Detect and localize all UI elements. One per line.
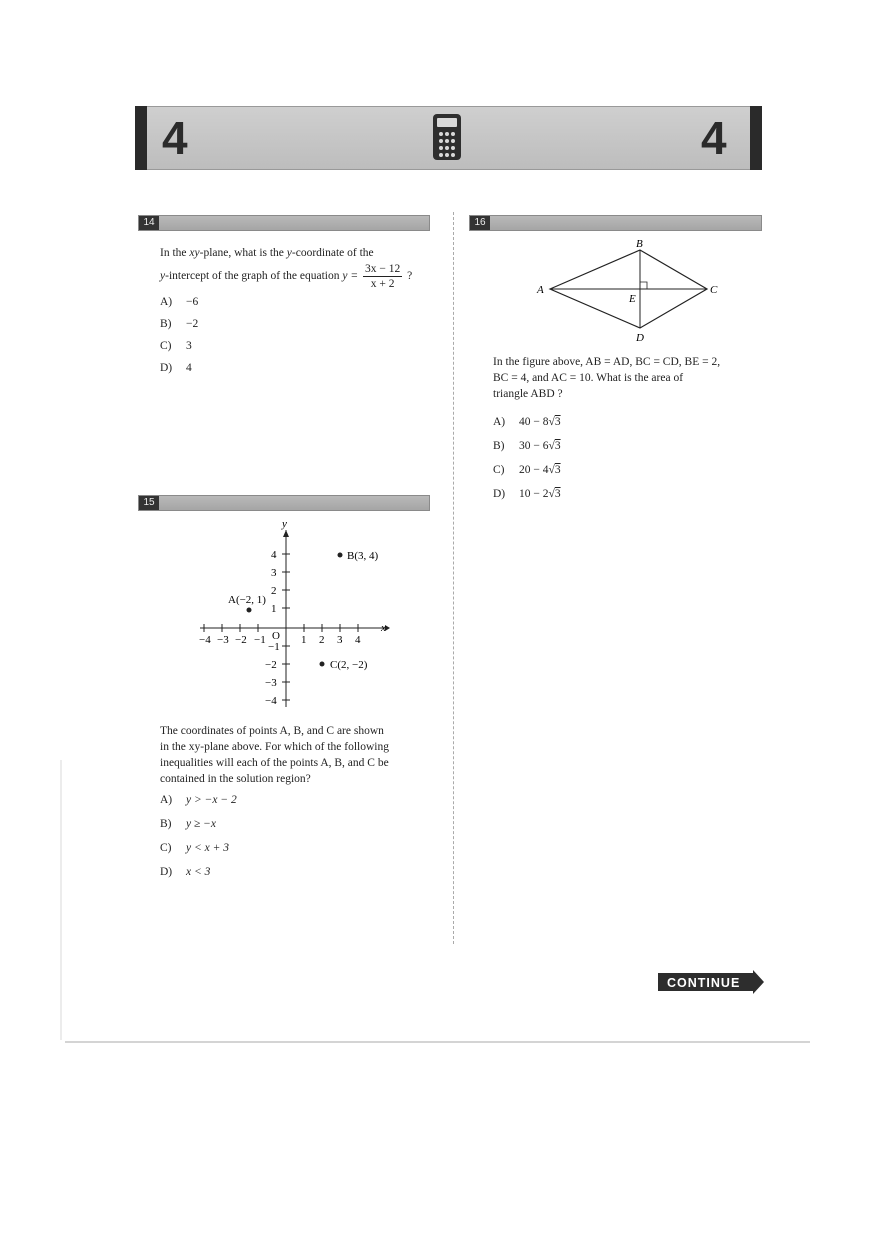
q15-coordinate-graph <box>190 515 400 715</box>
q16-choice-b[interactable]: B) 30 − 6√3 <box>493 440 561 452</box>
q14-choice-c[interactable]: C) 3 <box>160 340 192 352</box>
q15-x-tick: 4 <box>355 634 361 646</box>
q14-header-strip <box>138 215 430 231</box>
q15-x-tick: 1 <box>301 634 307 646</box>
q15-origin-label: O <box>272 630 280 642</box>
q15-point-b <box>338 553 343 558</box>
q15-x-tick: −1 <box>254 634 266 646</box>
header-right-edge <box>750 106 762 170</box>
q15-point-c-label: C(2, −2) <box>330 659 368 671</box>
continue-button[interactable] <box>657 970 765 996</box>
calculator-icon <box>432 113 462 161</box>
q16-choice-a[interactable]: A) 40 − 8√3 <box>493 416 561 428</box>
column-divider <box>453 212 454 944</box>
q15-x-tick: −2 <box>235 634 247 646</box>
section-number-left: 4 <box>162 112 188 164</box>
q15-y-tick: −4 <box>265 695 277 707</box>
page-bottom-line <box>65 1041 810 1043</box>
q14-equation-fraction: $\frac{3x - 12}{x + 2}$ <box>364 263 401 290</box>
q16-stem-line1: In the figure above, AB = AD, BC = CD, BE = 2, <box>493 356 721 368</box>
q16-label-c: C <box>710 284 718 296</box>
q15-number: 15 <box>139 496 159 510</box>
q15-y-tick: −3 <box>265 677 277 689</box>
q16-stem-line3: triangle ABD ? <box>493 388 563 400</box>
q16-rhombus-figure <box>530 235 730 345</box>
q15-y-tick: 2 <box>271 585 277 597</box>
q14-choice-d[interactable]: D) 4 <box>160 362 192 374</box>
q15-x-tick: 2 <box>319 634 325 646</box>
q15-y-tick: 3 <box>271 567 277 579</box>
q15-y-tick: 4 <box>271 549 277 561</box>
q15-header-strip <box>138 495 430 511</box>
q15-y-tick: −1 <box>268 641 280 653</box>
q15-choice-a[interactable]: A) y > −x − 2 <box>160 794 237 806</box>
q14-stem-line2: y-intercept of the graph of the equation y = $\frac{3x - 12}{x + 2}$ ? <box>160 263 413 290</box>
header-left-edge <box>135 106 147 170</box>
q15-x-tick: −3 <box>217 634 229 646</box>
q15-point-a <box>247 608 252 613</box>
q15-stem-line2: in the xy-plane above. For which of the following <box>160 741 389 753</box>
q15-y-tick: 1 <box>271 603 277 615</box>
q15-choice-c[interactable]: C) y < x + 3 <box>160 842 229 854</box>
q15-point-a-label: A(−2, 1) <box>228 594 266 606</box>
q15-choice-d[interactable]: D) x < 3 <box>160 866 211 878</box>
q15-stem <box>160 723 440 787</box>
q14-number: 14 <box>139 216 159 230</box>
q16-stem <box>493 354 768 402</box>
q15-stem-line3: inequalities will each of the points A, B, and C be <box>160 757 389 769</box>
q15-stem-line1: The coordinates of points A, B, and C are shown <box>160 725 384 737</box>
continue-label: CONTINUE <box>667 976 741 990</box>
section-number-right: 4 <box>701 112 727 164</box>
q14-choice-a[interactable]: A) −6 <box>160 296 199 308</box>
q16-label-e: E <box>629 293 636 305</box>
q16-choice-c[interactable]: C) 20 − 4√3 <box>493 464 561 476</box>
q14-choice-b[interactable]: B) −2 <box>160 318 199 330</box>
q16-label-d: D <box>636 332 644 344</box>
q15-y-axis-label: y <box>282 518 287 530</box>
q16-label-a: A <box>537 284 544 296</box>
q16-number: 16 <box>470 216 490 230</box>
q15-stem-line4: contained in the solution region? <box>160 773 311 785</box>
page-shadow-edge <box>60 760 62 1040</box>
q15-point-c <box>320 662 325 667</box>
q15-x-axis-label: x <box>381 622 386 634</box>
q16-choice-d[interactable]: D) 10 − 2√3 <box>493 488 561 500</box>
q15-x-tick: 3 <box>337 634 343 646</box>
q16-header-strip <box>469 215 762 231</box>
q15-x-tick: −4 <box>199 634 211 646</box>
q15-point-b-label: B(3, 4) <box>347 550 379 562</box>
q14-stem-line1: In the xy-plane, what is the y-coordinate of the <box>160 247 374 259</box>
q15-choice-b[interactable]: B) y ≥ −x <box>160 818 217 830</box>
q16-stem-line2: BC = 4, and AC = 10. What is the area of <box>493 372 684 384</box>
q16-label-b: B <box>636 238 643 250</box>
q15-y-tick: −2 <box>265 659 277 671</box>
